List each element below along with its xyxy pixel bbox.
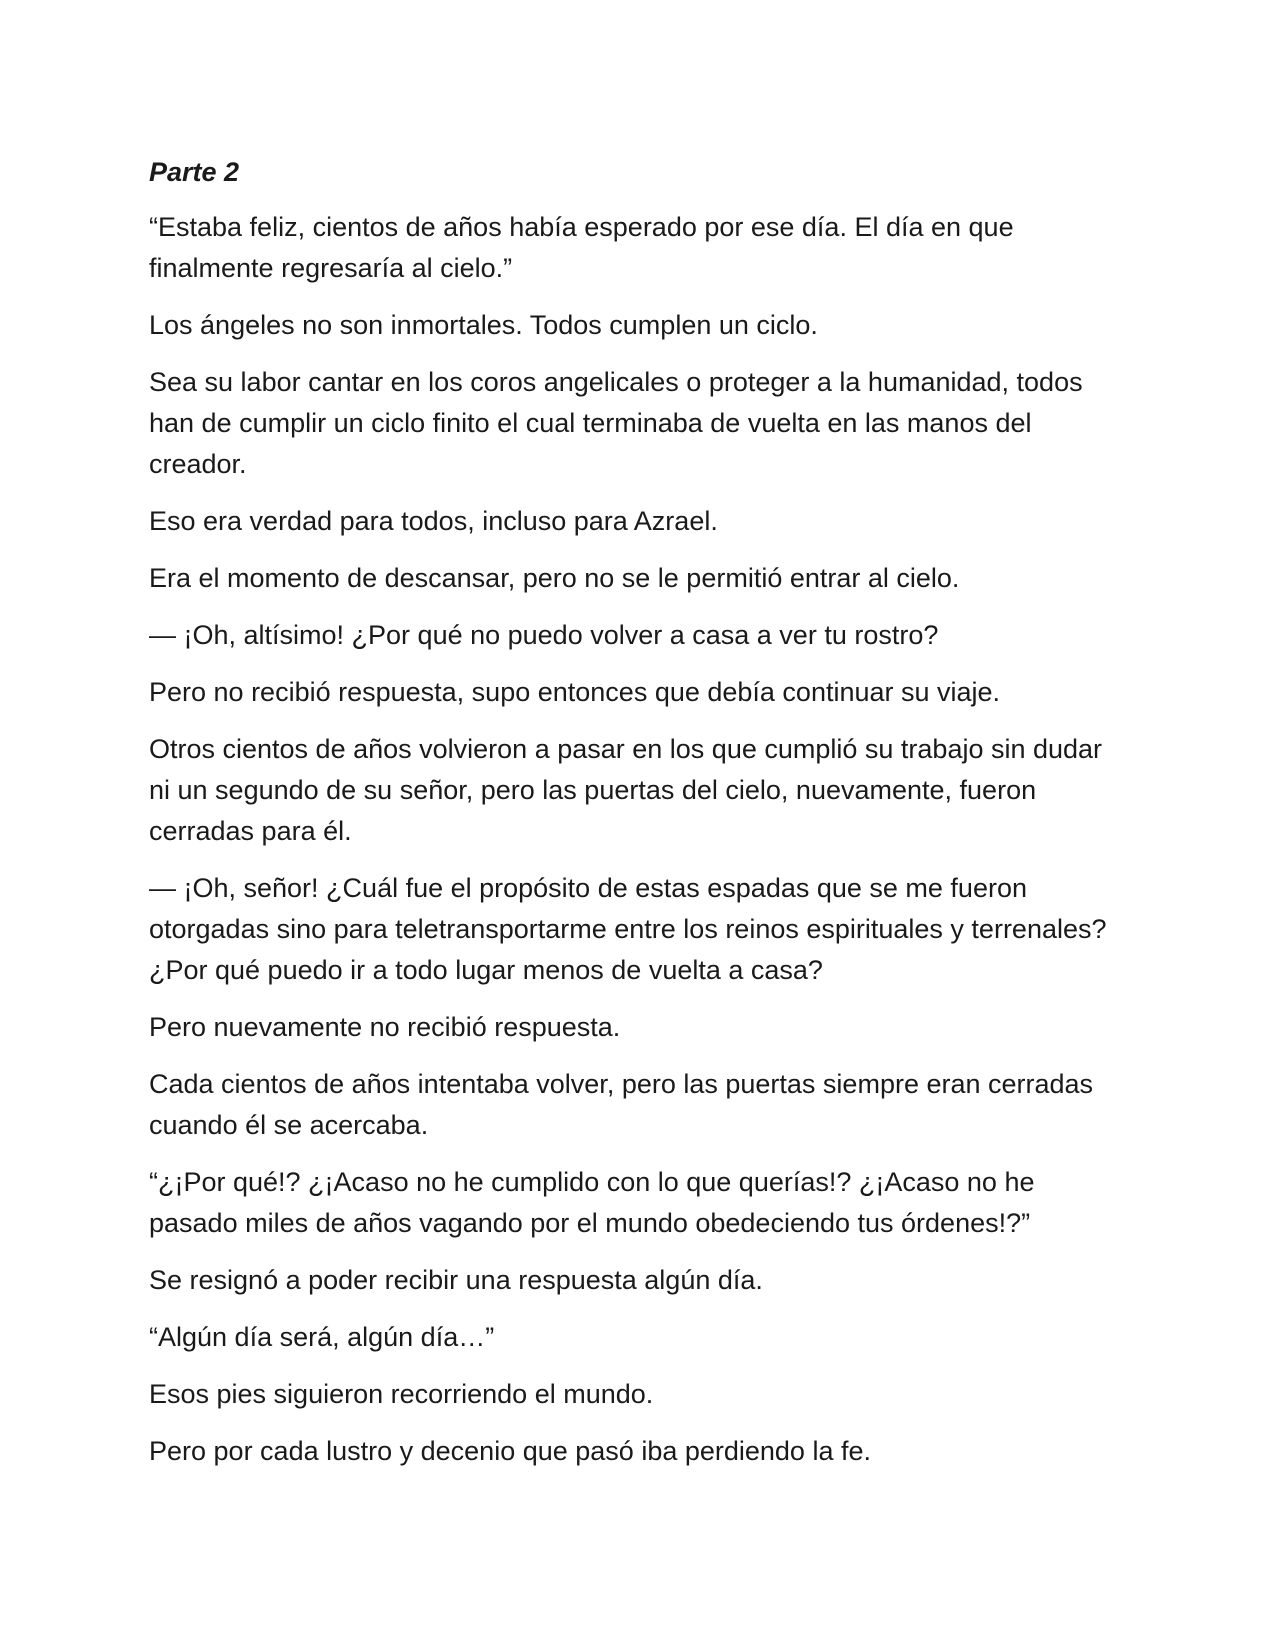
paragraph: Era el momento de descansar, pero no se le permitió entrar al cielo. xyxy=(149,563,960,593)
section-heading: Parte 2 xyxy=(149,157,240,187)
paragraph: Pero no recibió respuesta, supo entonces que debía continuar su viaje. xyxy=(149,677,1001,707)
paragraph: Pero por cada lustro y decenio que pasó iba perdiendo la fe. xyxy=(149,1436,871,1466)
paragraph: Los ángeles no son inmortales. Todos cumplen un ciclo. xyxy=(149,310,818,340)
paragraph: — ¡Oh, altísimo! ¿Por qué no puedo volver a casa a ver tu rostro? xyxy=(149,620,939,650)
paragraph: — ¡Oh, señor! ¿Cuál fue el propósito de estas espadas que se me fueron otorgadas sino para teletransportarme entre los reinos espirituales y terrenales? ¿Por qué puedo ir a todo lugar menos de vuelta a casa? xyxy=(149,873,1107,985)
paragraph: Eso era verdad para todos, incluso para Azrael. xyxy=(149,506,718,536)
paragraph: “Algún día será, algún día…” xyxy=(149,1322,495,1352)
document-body xyxy=(149,152,1129,1488)
paragraph: Esos pies siguieron recorriendo el mundo. xyxy=(149,1379,654,1409)
paragraph: Pero nuevamente no recibió respuesta. xyxy=(149,1012,621,1042)
paragraph: Se resignó a poder recibir una respuesta algún día. xyxy=(149,1265,763,1295)
paragraph: Sea su labor cantar en los coros angelicales o proteger a la humanidad, todos han de cumplir un ciclo finito el cual terminaba de vuelta en las manos del creador. xyxy=(149,367,1083,479)
paragraph: Cada cientos de años intentaba volver, pero las puertas siempre eran cerradas cuando él se acercaba. xyxy=(149,1069,1094,1140)
paragraph: “¿¡Por qué!? ¿¡Acaso no he cumplido con lo que querías!? ¿¡Acaso no he pasado miles de años vagando por el mundo obedeciendo tus órdenes!?” xyxy=(149,1167,1035,1238)
paragraph: Otros cientos de años volvieron a pasar en los que cumplió su trabajo sin dudar ni un segundo de su señor, pero las puertas del cielo, nuevamente, fueron cerradas para él. xyxy=(149,734,1103,846)
paragraph: “Estaba feliz, cientos de años había esperado por ese día. El día en que finalmente regresaría al cielo.” xyxy=(149,212,1014,283)
